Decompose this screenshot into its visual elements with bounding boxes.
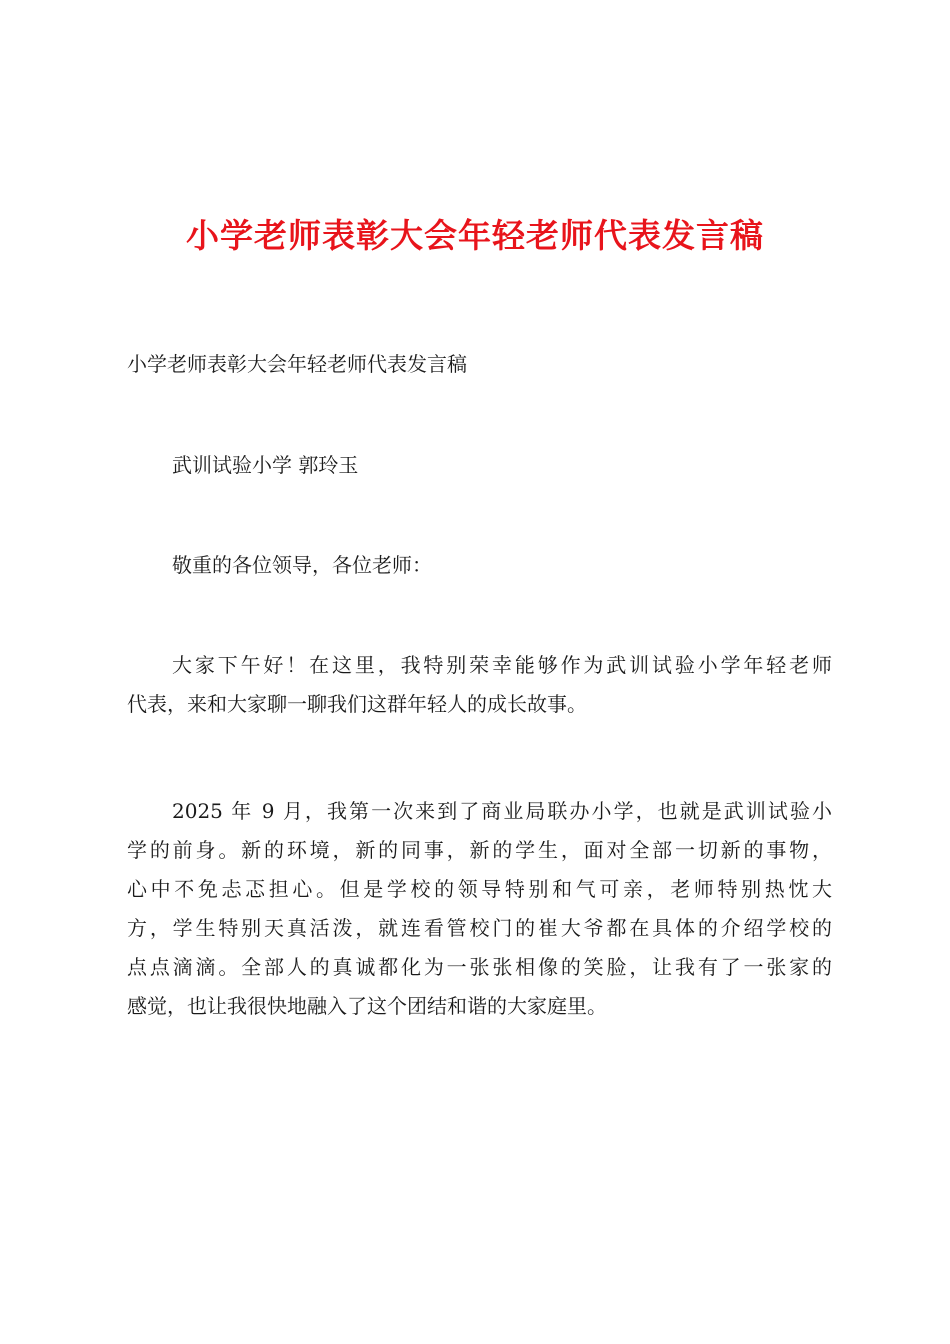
paragraph-line: 方，学生特别天真活泼，就连看管校门的崔大爷都在具体的介绍学校的 <box>127 916 832 940</box>
paragraph-1 <box>127 646 832 724</box>
paragraph-line: 点点滴滴。全部人的真诚都化为一张张相像的笑脸，让我有了一张家的 <box>127 955 832 979</box>
paragraph-line: 学的前身。新的环境，新的同事，新的学生，面对全部一切新的事物， <box>127 838 832 862</box>
paragraph-line: 大家下午好！在这里，我特别荣幸能够作为武训试验小学年轻老师 <box>172 653 832 677</box>
paragraph-2 <box>127 792 832 1026</box>
paragraph-line: 心中不免忐忑担心。但是学校的领导特别和气可亲，老师特别热忱大 <box>127 877 832 901</box>
author-line: 武训试验小学 郭玲玉 <box>172 453 359 477</box>
document-subtitle: 小学老师表彰大会年轻老师代表发言稿 <box>127 352 467 376</box>
paragraph-line: 2025 年 9 月，我第一次来到了商业局联办小学，也就是武训试验小 <box>172 799 832 823</box>
paragraph-line: 感觉，也让我很快地融入了这个团结和谐的大家庭里。 <box>127 994 607 1018</box>
greeting: 敬重的各位领导，各位老师： <box>172 553 432 577</box>
document-title: 小学老师表彰大会年轻老师代表发言稿 <box>186 216 764 255</box>
paragraph-line: 代表，来和大家聊一聊我们这群年轻人的成长故事。 <box>127 692 587 716</box>
